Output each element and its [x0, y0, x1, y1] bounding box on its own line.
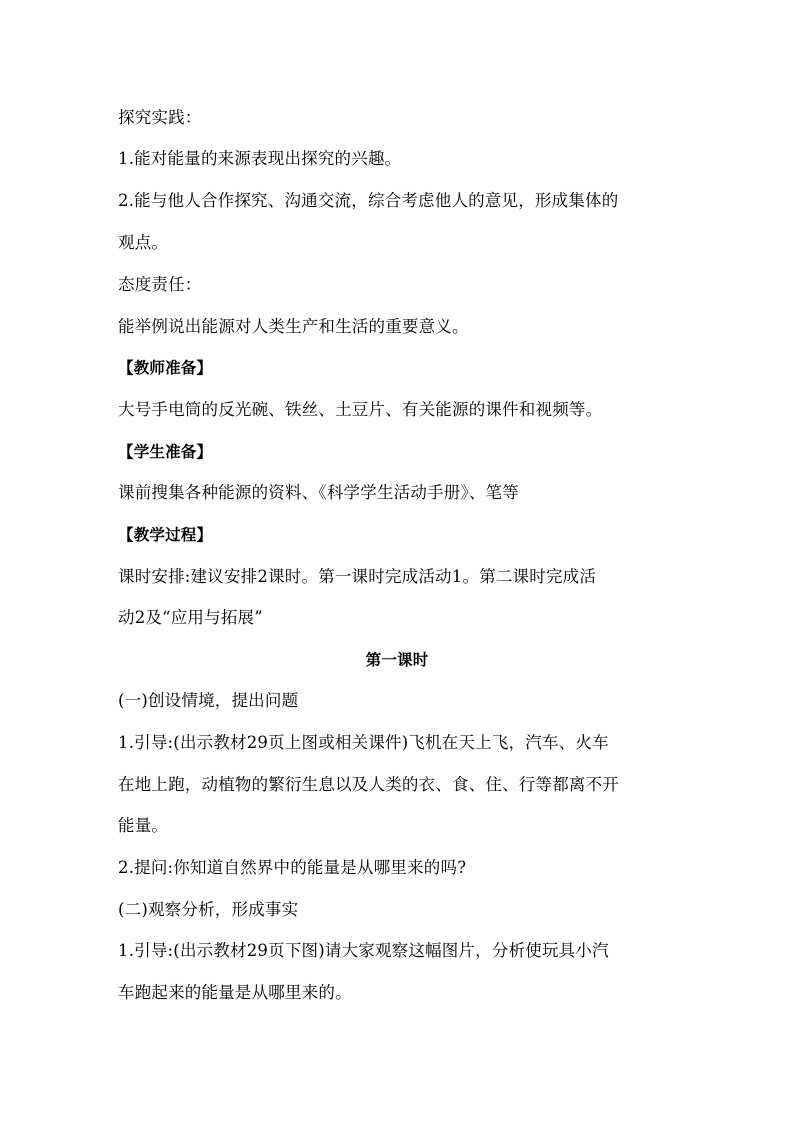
paragraph-line: 在地上跑，动植物的繁衍生息以及人类的衣、食、住、行等都离不开: [118, 775, 619, 794]
section-heading-student-prep: 【学生准备】: [118, 443, 213, 461]
paragraph-line: 能量。: [118, 816, 169, 835]
paragraph-line: 1.引导:(出示教材29页下图)请大家观察这幅图片，分析使玩具小汽: [118, 941, 609, 960]
paragraph-line: 2.提问:你知道自然界中的能量是从哪里来的吗?: [118, 858, 467, 877]
heading-inquiry-practice: 探究实践：: [118, 108, 202, 127]
subsection-heading: (一)创设情境，提出问题: [118, 691, 299, 710]
paragraph-line: 课前搜集各种能源的资料、《科学学生活动手册》、笔等: [118, 483, 519, 502]
section-heading-teaching-process: 【教学过程】: [118, 526, 213, 544]
subsection-heading: (二)观察分析，形成事实: [118, 900, 299, 919]
paragraph-line: 2.能与他人合作探究、沟通交流，综合考虑他人的意见，形成集体的: [118, 191, 619, 210]
paragraph-line: 观点。: [118, 233, 169, 252]
lesson-title-first: 第一课时: [365, 651, 429, 669]
paragraph-line: 能举例说出能源对人类生产和生活的重要意义。: [118, 317, 469, 336]
paragraph-line: 课时安排:建议安排2课时。第一课时完成活动1。第二课时完成活: [118, 567, 597, 586]
heading-attitude-responsibility: 态度责任：: [118, 275, 202, 294]
paragraph-line: 大号手电筒的反光碗、铁丝、土豆片、有关能源的课件和视频等。: [118, 400, 603, 419]
section-heading-teacher-prep: 【教师准备】: [118, 359, 213, 377]
paragraph-line: 动2及“应用与拓展”: [118, 608, 263, 627]
paragraph-line: 1.引导:(出示教材29页上图或相关课件)飞机在天上飞，汽车、火车: [118, 733, 609, 752]
paragraph-line: 1.能对能量的来源表现出探究的兴趣。: [118, 149, 402, 168]
paragraph-line: 车跑起来的能量是从哪里来的。: [118, 983, 352, 1002]
